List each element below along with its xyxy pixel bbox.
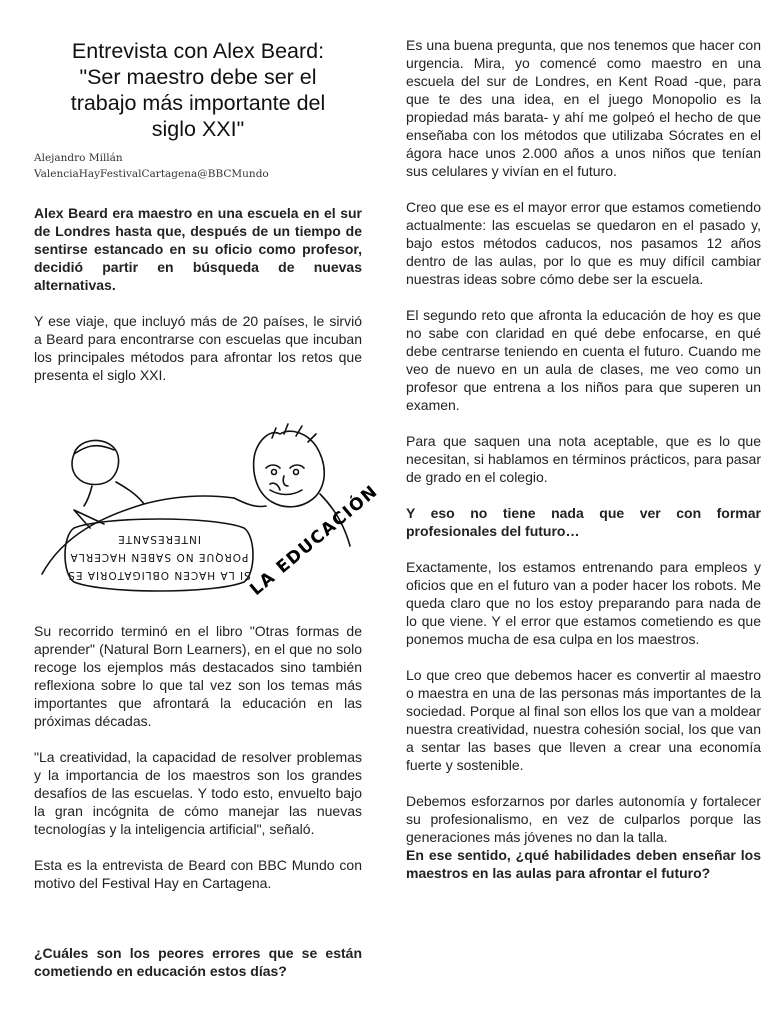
right-column bbox=[406, 36, 761, 882]
cartoon-speech-line-2: PORQUE NO SABEN HACERLA bbox=[69, 551, 249, 563]
teacher-head bbox=[254, 431, 325, 507]
title-line-3: trabajo más importante del bbox=[70, 91, 326, 115]
answer-7: Debemos esforzarnos por darles autonomía y fortalecer su profesionalismo, en vez de culparlos porque las generaciones más jóvenes no dan la talla. bbox=[406, 793, 761, 845]
author-name: Alejandro Millán bbox=[34, 152, 123, 164]
title-line-1: Entrevista con Alex Beard: bbox=[71, 39, 325, 63]
paragraph-context: Esta es la entrevista de Beard con BBC Mundo con motivo del Festival Hay en Cartagena. bbox=[34, 857, 362, 891]
question-2: Y eso no tiene nada que ver con formar profesionales del futuro… bbox=[406, 505, 761, 539]
article-title bbox=[34, 38, 362, 142]
source-line: ValenciaHayFestivalCartagena@BBCMundo bbox=[34, 168, 269, 180]
answer-5: Exactamente, los estamos entrenando para empleos y oficios que en el futuro van a poder hacer los robots. Me queda claro que no los estoy preparando para nada de lo que viene. Y el error que estamos cometiendo es que ponemos mucha de esa culpa en los maestros. bbox=[406, 559, 761, 647]
paragraph-book: Su recorrido terminó en el libro "Otras formas de aprender" (Natural Born Learners), en el que no solo recoge los ejemplos más destacados sino también reflexiona sobre lo que tal vez son los temas más importantes que afrontará la educación en las próximas décadas. bbox=[34, 623, 362, 729]
answer-2: Creo que ese es el mayor error que estamos cometiendo actualmente: las escuelas se quedaron en el pasado y, bajo estos métodos caducos, nos pasamos 12 años dentro de las aulas, por lo que es muy difícil cambiar nuestras ideas sobre cómo debe ser la escuela. bbox=[406, 199, 761, 287]
question-1: ¿Cuáles son los peores errores que se están cometiendo en educación estos días? bbox=[34, 945, 362, 979]
cartoon-speech-line-1: SI LA HACEN OBLIGATORIA ES bbox=[67, 569, 251, 581]
cartoon-banner: LA EDUCACIÓN bbox=[246, 481, 383, 600]
title-line-4: siglo XXI" bbox=[151, 117, 245, 141]
intro-paragraph: Alex Beard era maestro en una escuela en el sur de Londres hasta que, después de un tiempo de sentirse estancado en su oficio como profesor, decidió partir en búsqueda de nuevas alternativas. bbox=[34, 205, 362, 293]
question-3: En ese sentido, ¿qué habilidades deben enseñar los maestros en las aulas para afrontar el futuro? bbox=[406, 847, 761, 881]
paragraph-journey: Y ese viaje, que incluyó más de 20 países, le sirvió a Beard para encontrarse con escuelas que incuban los principales métodos para afrontar los retos que presenta el siglo XXI. bbox=[34, 313, 362, 383]
byline bbox=[34, 150, 362, 182]
cartoon-illustration bbox=[34, 424, 383, 600]
paragraph-quote: "La creatividad, la capacidad de resolver problemas y la importancia de los maestros son los grandes desafíos de las escuelas. Y todo esto, envuelto bajo la gran incógnita de cómo manejar las nuevas tecnologías y la inteligencia artificial", señaló. bbox=[34, 749, 362, 837]
cartoon-speech-line-3: INTERESANTE bbox=[117, 533, 201, 545]
title-line-2: "Ser maestro debe ser el bbox=[79, 65, 317, 89]
answer-3: El segundo reto que afronta la educación de hoy es que no sabe con claridad en qué debe enfocarse, en qué debe centrarse teniendo en cuenta el futuro. Cuando me veo de nuevo en un aula de clases, me veo como un profesor que entrena a los niños para que superen un examen. bbox=[406, 307, 761, 413]
answer-4: Para que saquen una nota aceptable, que es lo que necesitan, si hablamos en términos prácticos, para pasar de grado en el colegio. bbox=[406, 433, 761, 485]
answer-1: Es una buena pregunta, que nos tenemos que hacer con urgencia. Mira, yo comencé como maestro en una escuela del sur de Londres, en Kent Road -que, para que te des una idea, en el juego Monopolio es la propiedad más barata- y ahí me golpeó el hecho de que enseñaba con los métodos que utilizaba Sócrates en el ágora hace unos 2.000 años a unos niños que tenían sus celulares y vivían en el futuro. bbox=[406, 37, 761, 179]
child-head bbox=[72, 440, 119, 484]
answer-6: Lo que creo que debemos hacer es convertir al maestro o maestra en una de las personas más importantes de la sociedad. Porque al final son ellos los que van a moldear nuestra creatividad, nuestra cohesión social, los que van a sentar las bases que lleven a crear una economía fuerte y sostenible. bbox=[406, 667, 761, 773]
left-column bbox=[34, 38, 383, 980]
